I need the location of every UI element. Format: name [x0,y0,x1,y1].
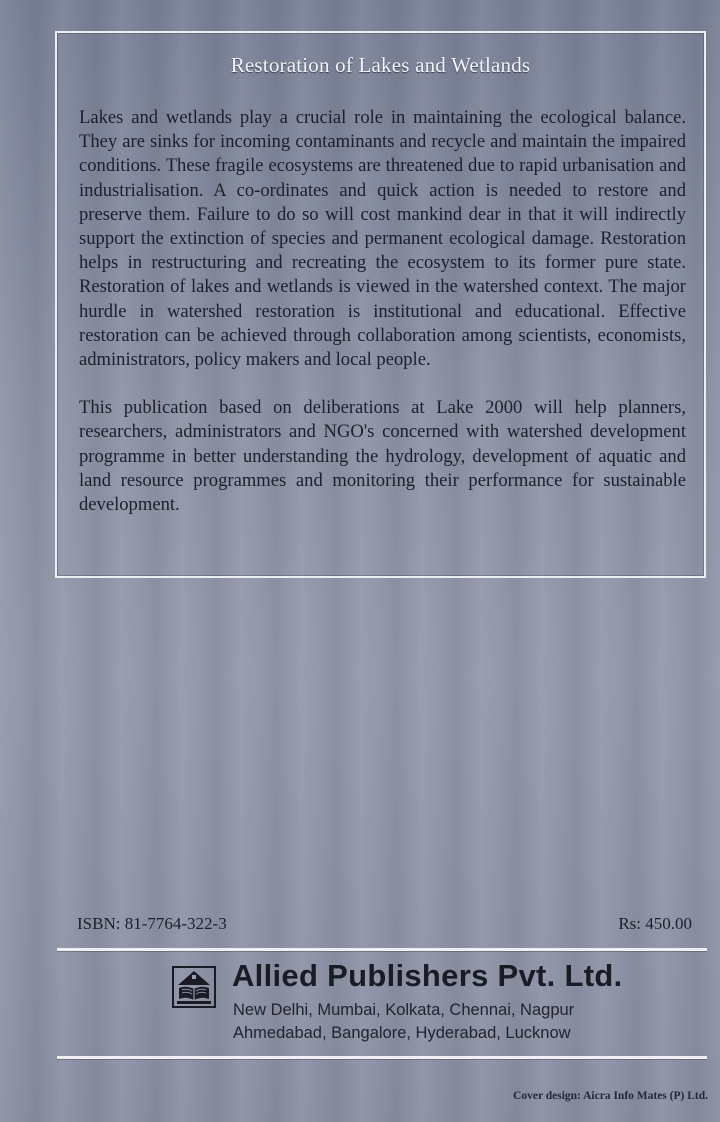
publisher-cities-line-2: Ahmedabad, Bangalore, Hyderabad, Lucknow [233,1024,571,1042]
publisher-cities-line-1: New Delhi, Mumbai, Kolkata, Chennai, Nagpur [233,1001,575,1019]
blurb-title: Restoration of Lakes and Wetlands [230,53,531,77]
blurb-text [79,106,686,541]
cover-credit: Cover design: Aicra Info Mates (P) Ltd. [513,1090,708,1102]
top-divider [57,948,707,951]
isbn: ISBN: 81-7764-322-3 [77,914,227,933]
allied-publishers-logo-icon [172,966,216,1008]
blurb-box [55,31,706,578]
price: Rs: 450.00 [618,914,692,933]
blurb-paragraph-2: This publication based on deliberations at Lake 2000 will help planners, researchers, administrators and NGO's concerned with watershed development programme in better understanding the hydrology, development of aquatic and land resource programmes and monitoring their performance for sustainable development. [79,397,686,516]
blurb-paragraph-1: Lakes and wetlands play a crucial role in maintaining the ecological balance. They are sinks for incoming contaminants and recycle and maintain the impaired conditions. These fragile ecosystems are threatened due to rapid urbanisation and industrialisation. A co-ordinates and quick action is needed to restore and preserve them. Failure to do so will cost mankind dear in that it will indirectly support the extinction of species and permanent ecological damage. Restoration helps in restructuring and recreating the ecosystem to its former pure state. Restoration of lakes and wetlands is viewed in the watershed context. The major hurdle in watershed restoration is institutional and educational. Effective restoration can be achieved through collaboration among scientists, economists, administrators, policy makers and local people. [79,107,686,371]
bottom-divider [57,1056,707,1059]
publisher-name: Allied Publishers Pvt. Ltd. [232,958,623,993]
